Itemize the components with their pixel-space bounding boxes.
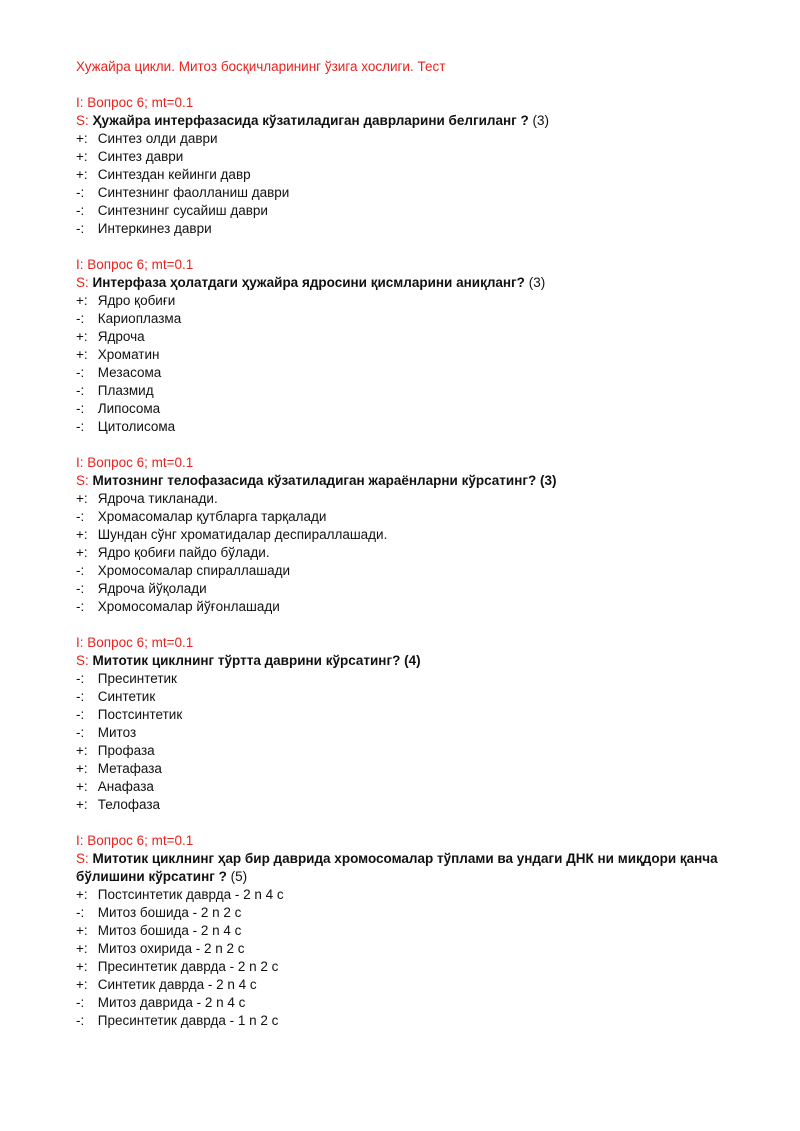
question-s-marker: S: [76, 851, 89, 866]
answer-option [76, 706, 726, 724]
answer-text: Плазмид [97, 383, 154, 398]
answer-option [76, 958, 726, 976]
answer-marker: +: [76, 743, 88, 758]
answer-marker: -: [76, 311, 85, 326]
question-s-marker: S: [76, 653, 89, 668]
question-text-line [76, 652, 726, 670]
answer-marker: -: [76, 401, 85, 416]
answer-text: Митоз охирида - 2 n 2 c [97, 941, 245, 956]
answer-marker: +: [76, 761, 88, 776]
answer-text: Цитолисома [97, 419, 176, 434]
answer-option [76, 130, 726, 148]
question-answer-count: (5) [230, 869, 248, 884]
question-text: Ҳужайра интерфазасида кўзатиладиган даврларини белгиланг ? [92, 113, 529, 128]
answer-text: Синтетик даврда - 2 n 4 c [97, 977, 257, 992]
answer-text: Пресинтетик даврда - 1 n 2 c [97, 1013, 279, 1028]
answer-option [76, 526, 726, 544]
answer-marker: +: [76, 167, 88, 182]
answer-marker: -: [76, 995, 85, 1010]
answer-text: Митоз бошида - 2 n 4 c [97, 923, 242, 938]
answer-text: Синтез олди даври [97, 131, 218, 146]
answer-marker: +: [76, 293, 88, 308]
answer-marker: -: [76, 383, 85, 398]
answer-text: Постсинтетик [97, 707, 183, 722]
answer-option [76, 670, 726, 688]
question-text-line [76, 850, 726, 886]
answer-option [76, 562, 726, 580]
answer-option [76, 364, 726, 382]
answer-text: Мезасома [97, 365, 162, 380]
answer-text: Синтездан кейинги давр [97, 167, 251, 182]
question-id: I: Вопрос 6; mt=0.1 [76, 95, 194, 110]
answer-marker: -: [76, 221, 85, 236]
answer-marker: -: [76, 419, 85, 434]
answer-option [76, 724, 726, 742]
answer-text: Митоз [97, 725, 137, 740]
answer-text: Постсинтетик даврда - 2 n 4 c [97, 887, 284, 902]
answer-marker: -: [76, 1013, 85, 1028]
answer-text: Ядро қобиғи [97, 293, 176, 308]
answer-marker: +: [76, 887, 88, 902]
question-id: I: Вопрос 6; mt=0.1 [76, 455, 194, 470]
answer-text: Синтезнинг сусайиш даври [97, 203, 268, 218]
answer-text: Хромосомалар йўғонлашади [97, 599, 280, 614]
question-s-marker: S: [76, 473, 89, 488]
answer-option [76, 994, 726, 1012]
answer-option [76, 220, 726, 238]
answer-option [76, 346, 726, 364]
answer-option [76, 202, 726, 220]
answer-text: Синтезнинг фаолланиш даври [97, 185, 290, 200]
answer-marker: -: [76, 203, 85, 218]
question-block [76, 454, 726, 616]
answer-text: Митоз даврида - 2 n 4 c [97, 995, 246, 1010]
answer-text: Телофаза [97, 797, 161, 812]
answer-marker: +: [76, 527, 88, 542]
answer-marker: +: [76, 959, 88, 974]
answer-option [76, 976, 726, 994]
answer-option [76, 598, 726, 616]
answer-option [76, 382, 726, 400]
answer-option [76, 508, 726, 526]
answer-marker: +: [76, 329, 88, 344]
answer-marker: -: [76, 185, 85, 200]
answer-text: Митоз бошида - 2 n 2 c [97, 905, 242, 920]
answer-text: Синтез даври [97, 149, 184, 164]
answer-marker: +: [76, 131, 88, 146]
answer-option [76, 742, 726, 760]
answer-marker: -: [76, 725, 85, 740]
answer-text: Хромосомалар спираллашади [97, 563, 291, 578]
answer-marker: -: [76, 671, 85, 686]
document-title: Хужайра цикли. Митоз босқичларининг ўзига хослиги. Тест [76, 59, 446, 74]
question-block [76, 634, 726, 814]
answer-option [76, 166, 726, 184]
question-list [76, 94, 726, 1030]
answer-text: Липосома [97, 401, 161, 416]
document-page [76, 58, 726, 1048]
question-text-line [76, 472, 726, 490]
question-s-marker: S: [76, 275, 89, 290]
answer-text: Метафаза [97, 761, 162, 776]
question-text: Митознинг телофазасида кўзатиладиган жараёнларни кўрсатинг? (3) [92, 473, 557, 488]
question-id: I: Вопрос 6; mt=0.1 [76, 257, 194, 272]
question-text-line [76, 274, 726, 292]
answer-text: Профаза [97, 743, 155, 758]
answer-option [76, 1012, 726, 1030]
question-text: Интерфаза ҳолатдаги ҳужайра ядросини қисмларини аниқланг? [92, 275, 525, 290]
answer-text: Хроматин [97, 347, 160, 362]
question-text: Митотик циклнинг тўртта даврини кўрсатинг? (4) [92, 653, 421, 668]
answer-marker: +: [76, 491, 88, 506]
answer-marker: -: [76, 905, 85, 920]
answer-marker: +: [76, 941, 88, 956]
answer-marker: -: [76, 581, 85, 596]
answer-option [76, 886, 726, 904]
question-block [76, 94, 726, 238]
answer-option [76, 940, 726, 958]
question-answer-count: (3) [528, 275, 546, 290]
answer-text: Ядроча йўқолади [97, 581, 207, 596]
answer-option [76, 148, 726, 166]
answer-text: Хромасомалар қутбларга тарқалади [97, 509, 327, 524]
answer-marker: +: [76, 923, 88, 938]
question-block [76, 832, 726, 1030]
question-id: I: Вопрос 6; mt=0.1 [76, 635, 194, 650]
answer-text: Пресинтетик даврда - 2 n 2 c [97, 959, 279, 974]
answer-marker: +: [76, 977, 88, 992]
answer-text: Ядроча [97, 329, 145, 344]
answer-option [76, 760, 726, 778]
answer-marker: +: [76, 545, 88, 560]
answer-text: Кариоплазма [97, 311, 182, 326]
answer-option [76, 796, 726, 814]
answer-option [76, 904, 726, 922]
answer-option [76, 400, 726, 418]
answer-option [76, 418, 726, 436]
answer-option [76, 688, 726, 706]
answer-text: Пресинтетик [97, 671, 177, 686]
question-block [76, 256, 726, 436]
answer-text: Синтетик [97, 689, 156, 704]
answer-text: Анафаза [97, 779, 154, 794]
question-text-line [76, 112, 726, 130]
answer-marker: -: [76, 509, 85, 524]
answer-text: Ядроча тикланади. [97, 491, 218, 506]
answer-marker: -: [76, 707, 85, 722]
answer-option [76, 490, 726, 508]
answer-marker: -: [76, 365, 85, 380]
answer-text: Интеркинез даври [97, 221, 212, 236]
answer-option [76, 544, 726, 562]
question-answer-count: (3) [532, 113, 550, 128]
answer-text: Шундан сўнг хроматидалар деспираллашади. [97, 527, 388, 542]
question-s-marker: S: [76, 113, 89, 128]
answer-marker: -: [76, 689, 85, 704]
answer-option [76, 922, 726, 940]
question-id: I: Вопрос 6; mt=0.1 [76, 833, 194, 848]
answer-option [76, 310, 726, 328]
answer-option [76, 184, 726, 202]
answer-marker: +: [76, 779, 88, 794]
answer-option [76, 580, 726, 598]
answer-marker: -: [76, 563, 85, 578]
answer-marker: +: [76, 149, 88, 164]
answer-option [76, 328, 726, 346]
answer-marker: -: [76, 599, 85, 614]
answer-text: Ядро қобиғи пайдо бўлади. [97, 545, 270, 560]
question-text: Митотик циклнинг ҳар бир даврида хромосомалар тўплами ва ундаги ДНК ни миқдори қанча бўлишини кўрсатинг ? [76, 851, 718, 884]
answer-option [76, 778, 726, 796]
answer-option [76, 292, 726, 310]
answer-marker: +: [76, 347, 88, 362]
answer-marker: +: [76, 797, 88, 812]
